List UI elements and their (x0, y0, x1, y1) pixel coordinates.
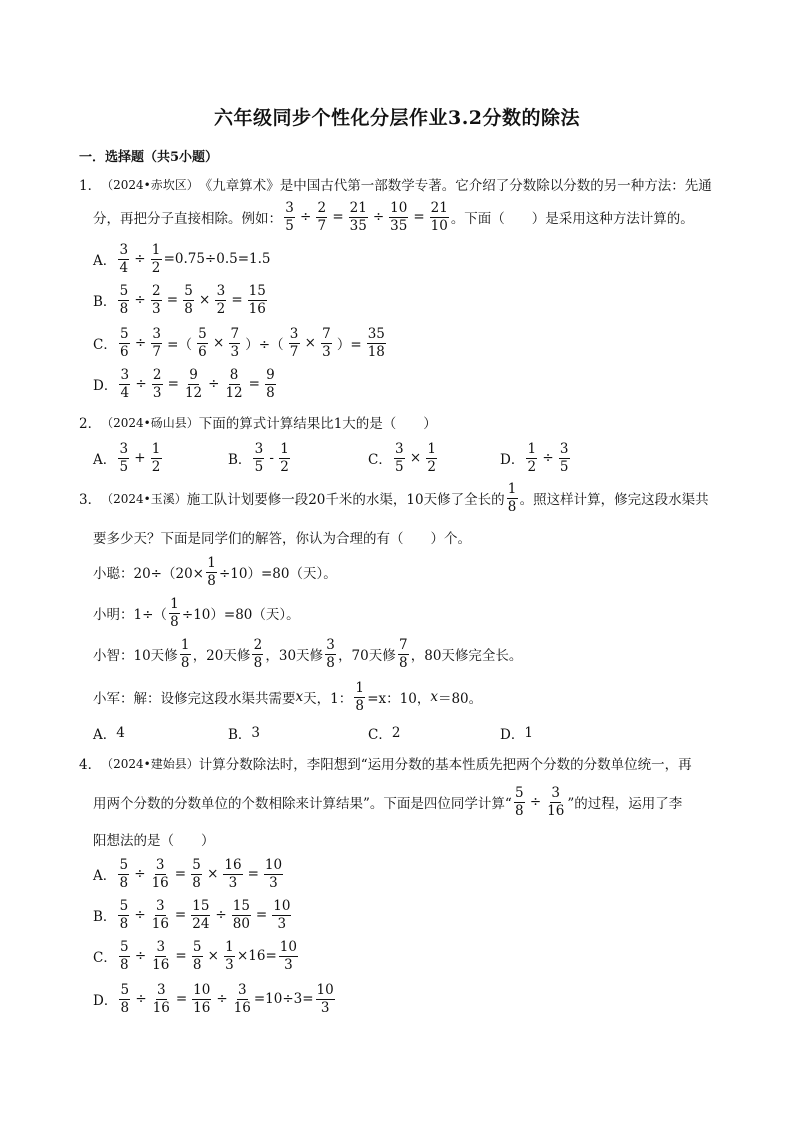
q1-example-frac-c: $\frac{21}{35}$ (349, 200, 367, 234)
q2-option-b: B． $\frac{3}{5}$ - $\frac{1}{2}$ (228, 441, 289, 475)
q4-stem-line1: 4． （2024•建始县） 计算分数除法时，李阳想到“运用分数的基本性质先把两个分数的分数单位统一，再 (79, 747, 692, 779)
section-heading: 一．选择题（共5小题） (79, 150, 219, 165)
q1-source: （2024•赤坎区） (101, 177, 199, 192)
q3-option-b: B． 3 (228, 725, 261, 743)
q4-option-c: C． $\frac{5}{8}$ ÷ $\frac{3}{16}$ = $\frac{5}{8}$ × $\frac{1}{3}$ ×16= $\frac{10}{3}$ (93, 939, 297, 973)
q4-option-a: A． $\frac{5}{8}$ ÷ $\frac{3}{16}$ = $\frac{5}{8}$ × $\frac{16}{3}$ = $\frac{10}{3}$ (93, 857, 283, 891)
q1-stem-line2: 分，再把分子直接相除。例如： $\frac{3}{5}$ ÷ $\frac{2}{7}$ = $\frac{21}{35}$ ÷ $\frac{10}{35}$ = $\frac{21}{10}$ 。下面（ ）是采用这种方法计算的。 (93, 200, 694, 234)
page-title: 六年级同步个性化分层作业3.2分数的除法 (213, 107, 581, 129)
q4-number: 4． (79, 757, 102, 773)
q3-stem-line1: 3． （2024•玉溪） 施工队计划要修一段20千米的水渠，10天修了全长的 $\frac{1}{8}$ 。照这样计算，修完这段水渠共 (79, 481, 709, 515)
q1-stem-text1: 《九章算术》是中国古代第一部数学专著。它介绍了分数除以分数的另一种方法：先通 (198, 178, 712, 194)
q2-option-c: C． $\frac{3}{5}$ × $\frac{1}{2}$ (368, 441, 436, 475)
q2-option-d: D． $\frac{1}{2}$ ÷ $\frac{3}{5}$ (500, 441, 569, 475)
q4-option-b: B． $\frac{5}{8}$ ÷ $\frac{3}{16}$ = $\frac{15}{24}$ ÷ $\frac{15}{80}$ = $\frac{10}{3}$ (93, 898, 291, 932)
q3-option-c: C． 2 (368, 725, 401, 743)
q1-option-d: D． $\frac{3}{4}$ ÷ $\frac{2}{3}$ = $\frac{9}{12}$ ÷ $\frac{8}{12}$ = $\frac{9}{8}$ (93, 367, 275, 401)
q1-example-frac-b: $\frac{2}{7}$ (317, 200, 327, 234)
q3-answer-xiaocong: 小聪： 20÷（20× $\frac{1}{8}$ ÷10）=80（天）。 (93, 555, 337, 589)
q1-example-frac-d: $\frac{10}{35}$ (390, 200, 408, 234)
q4-source: （2024•建始县） (101, 756, 199, 771)
q1-example-frac-e: $\frac{21}{10}$ (430, 200, 448, 234)
q3-stem-line2: 要多少天？下面是同学们的解答，你认为合理的有（ ）个。 (93, 531, 471, 547)
q3-option-d: D． 1 (500, 725, 533, 743)
q3-answer-xiaojun: 小军： 解：设修完这段水渠共需要 x 天，1： $\frac{1}{8}$ =x：10， x ＝80。 (93, 680, 483, 714)
q3-option-a: A． 4 (93, 725, 125, 743)
q2-number: 2． (79, 416, 102, 432)
q2-stem-text: 下面的算式计算结果比1大的是（ ） (198, 416, 437, 432)
q3-source: （2024•玉溪） (101, 491, 187, 506)
q2-option-a: A． $\frac{3}{5}$ + $\frac{1}{2}$ (93, 441, 161, 475)
q1-stem-line1 (79, 168, 712, 200)
q1-option-c: C． $\frac{5}{6}$ ÷ $\frac{3}{7}$ =（ $\frac{5}{6}$ × $\frac{7}{3}$ ）÷（ $\frac{3}{7}$ × $\frac{7}{3}$ ）= $\frac{35}{18}$ (93, 326, 385, 360)
q1-stem-text2a: 分，再把分子直接相除。例如： (93, 211, 282, 227)
q2-source: （2024•砀山县） (101, 415, 199, 430)
q3-number: 3． (79, 492, 102, 508)
q1-example-frac-a: $\frac{3}{5}$ (285, 200, 294, 234)
q1-number: 1． (79, 178, 102, 194)
q3-answer-xiaoming: 小明： 1÷（ $\frac{1}{8}$ ÷10）=80（天）。 (93, 596, 300, 630)
q4-stem-line2: 用两个分数的分数单位的个数相除来计算结果”。下面是四位同学计算“ $\frac{5}{8}$ ÷ $\frac{3}{16}$ ”的过程，运用了李 (93, 785, 683, 819)
q1-stem-text2b: 。下面（ ）是采用这种方法计算的。 (450, 211, 694, 227)
q4-stem-line3: 阳想法的是（ ） (93, 833, 215, 849)
q3-answer-xiaozhi: 小智： 10天修 $\frac{1}{8}$ ，20天修 $\frac{2}{8}$ ，30天修 $\frac{3}{8}$ ，70天修 $\frac{7}{8}$ ，80天修完全长。 (93, 637, 523, 671)
q4-option-d: D． $\frac{5}{8}$ ÷ $\frac{3}{16}$ = $\frac{10}{16}$ ÷ $\frac{3}{16}$ =10÷3= $\frac{10}{3}$ (93, 982, 334, 1016)
q2-stem (79, 406, 437, 438)
q1-option-b: B． $\frac{5}{8}$ ÷ $\frac{2}{3}$ = $\frac{5}{8}$ × $\frac{3}{2}$ = $\frac{15}{16}$ (93, 283, 266, 317)
q1-option-a: A． $\frac{3}{4}$ ÷ $\frac{1}{2}$ =0.75÷0.5=1.5 (93, 242, 271, 276)
